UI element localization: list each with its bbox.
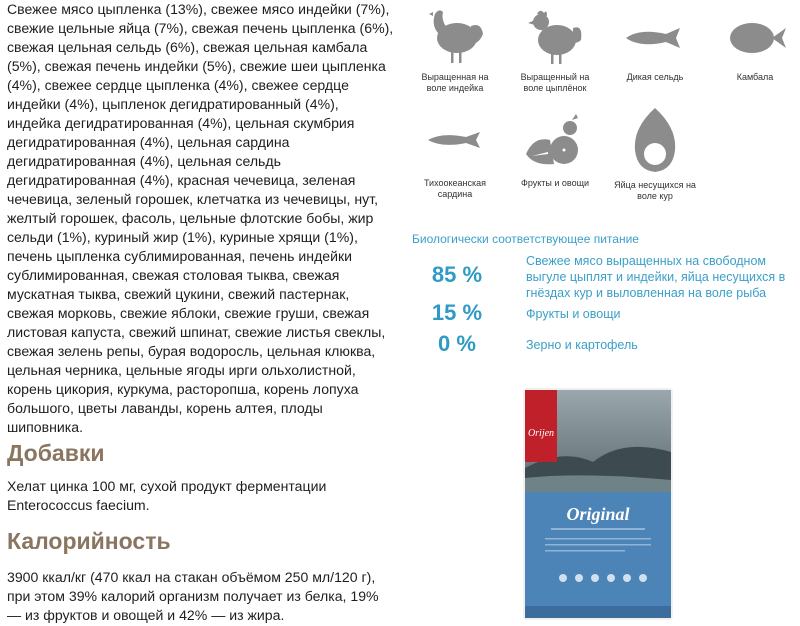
additives-heading: Добавки	[7, 440, 105, 466]
ingredients-text: Свежее мясо цыпленка (13%), свежее мясо индейки (7%), свежие цельные яйца (7%), свежая печень цыпленка (6%), свежая цельная сельдь (6%), свежая цельная камбала (5%), свежая печень индейки (5%), свежие шеи цыпленка (4%), свежее сердце цыпленка (4%), свежее сердце индейки (4%), цыпленок дегидратированный (4%), индейка дегидратированная (4%), цельная скумбрия дегидратированная (4%), цельная сардина дегидратированная (4%), цельная сельдь дегидратированная (4%), красная чечевица, зеленая чечевица, зеленый горошек, клетчатка из чечевицы, нут, желтый горошек, фасоль, цельные флотские бобы, жир сельди (1%), куриный жир (1%), куриные хрящи (1%), печень цыпленка сублимированная, печень индейки сублимированная, свежая столовая тыква, свежая мускатная тыква, свежий цукини, свежий пастернак, свежая морковь, свежие яблоки, свежие груши, свежая листовая капуста, свежий шпинат, свежие листья свеклы, свежая зелень репы, бурая водоросль, цельная клюква, цельная черника, цельные ягоды ирги ольхолистной, корень цикория, куркума, расторопша, корень лопуха большого, цветы лаванды, корень алтея, плоды шиповника.	[7, 1, 394, 435]
nutrition-title: Биологически соответствующее питание	[412, 232, 639, 246]
flounder-icon	[720, 4, 790, 68]
percent-value: 15 %	[431, 300, 483, 325]
bag-brand: Orijen	[527, 428, 555, 439]
flounder-caption: Камбала	[736, 72, 774, 82]
percent-description: Фрукты и овощи	[526, 307, 621, 321]
product-bag-image	[523, 388, 673, 620]
fruit-veg-caption: Фрукты и овощи	[520, 178, 590, 188]
egg-icon	[623, 104, 687, 176]
chicken-caption: Выращенный на воле цыплёнок	[520, 72, 590, 93]
additives-text: Хелат цинка 100 мг, сухой продукт ферментации Enterococcus faecium.	[7, 478, 327, 513]
ingredient-icons	[405, 0, 800, 220]
calories-heading: Калорийность	[7, 528, 171, 554]
sardine-item	[405, 110, 505, 200]
sardine-caption: Тихоокеанская сардина	[423, 178, 487, 199]
egg-caption: Яйца несущихся на воле кур	[614, 180, 696, 201]
chicken-item	[505, 4, 605, 94]
percent-description: Зерно и картофель	[526, 338, 638, 352]
left-column	[7, 0, 399, 623]
bag-product-name: Original	[566, 504, 630, 524]
calories-text: 3900 ккал/кг (470 ккал на стакан объёмом 250 мл/120 г), при этом 39% калорий организм получает из белка, 19% — из фруктов и овощей и 42% — из жира.	[7, 569, 379, 623]
turkey-item	[405, 4, 505, 94]
percent-value: 85 %	[431, 262, 483, 287]
turkey-icon	[423, 4, 487, 68]
fruit-veg-icon	[520, 110, 590, 174]
fruit-veg-item	[505, 110, 605, 189]
chicken-icon	[523, 4, 587, 68]
flounder-item	[705, 4, 800, 83]
herring-item	[605, 4, 705, 83]
egg-item	[605, 104, 705, 202]
sardine-icon	[420, 110, 490, 174]
turkey-caption: Выращенная на воле индейка	[421, 72, 489, 93]
percent-description: Свежее мясо выращенных на свободном выгуле цыплят и индейки, яйца несущихся в гнёздах кур и выловленная на воле рыба	[526, 254, 786, 300]
percent-value: 0 %	[438, 331, 476, 356]
herring-icon	[620, 4, 690, 68]
herring-caption: Дикая сельдь	[626, 72, 684, 82]
